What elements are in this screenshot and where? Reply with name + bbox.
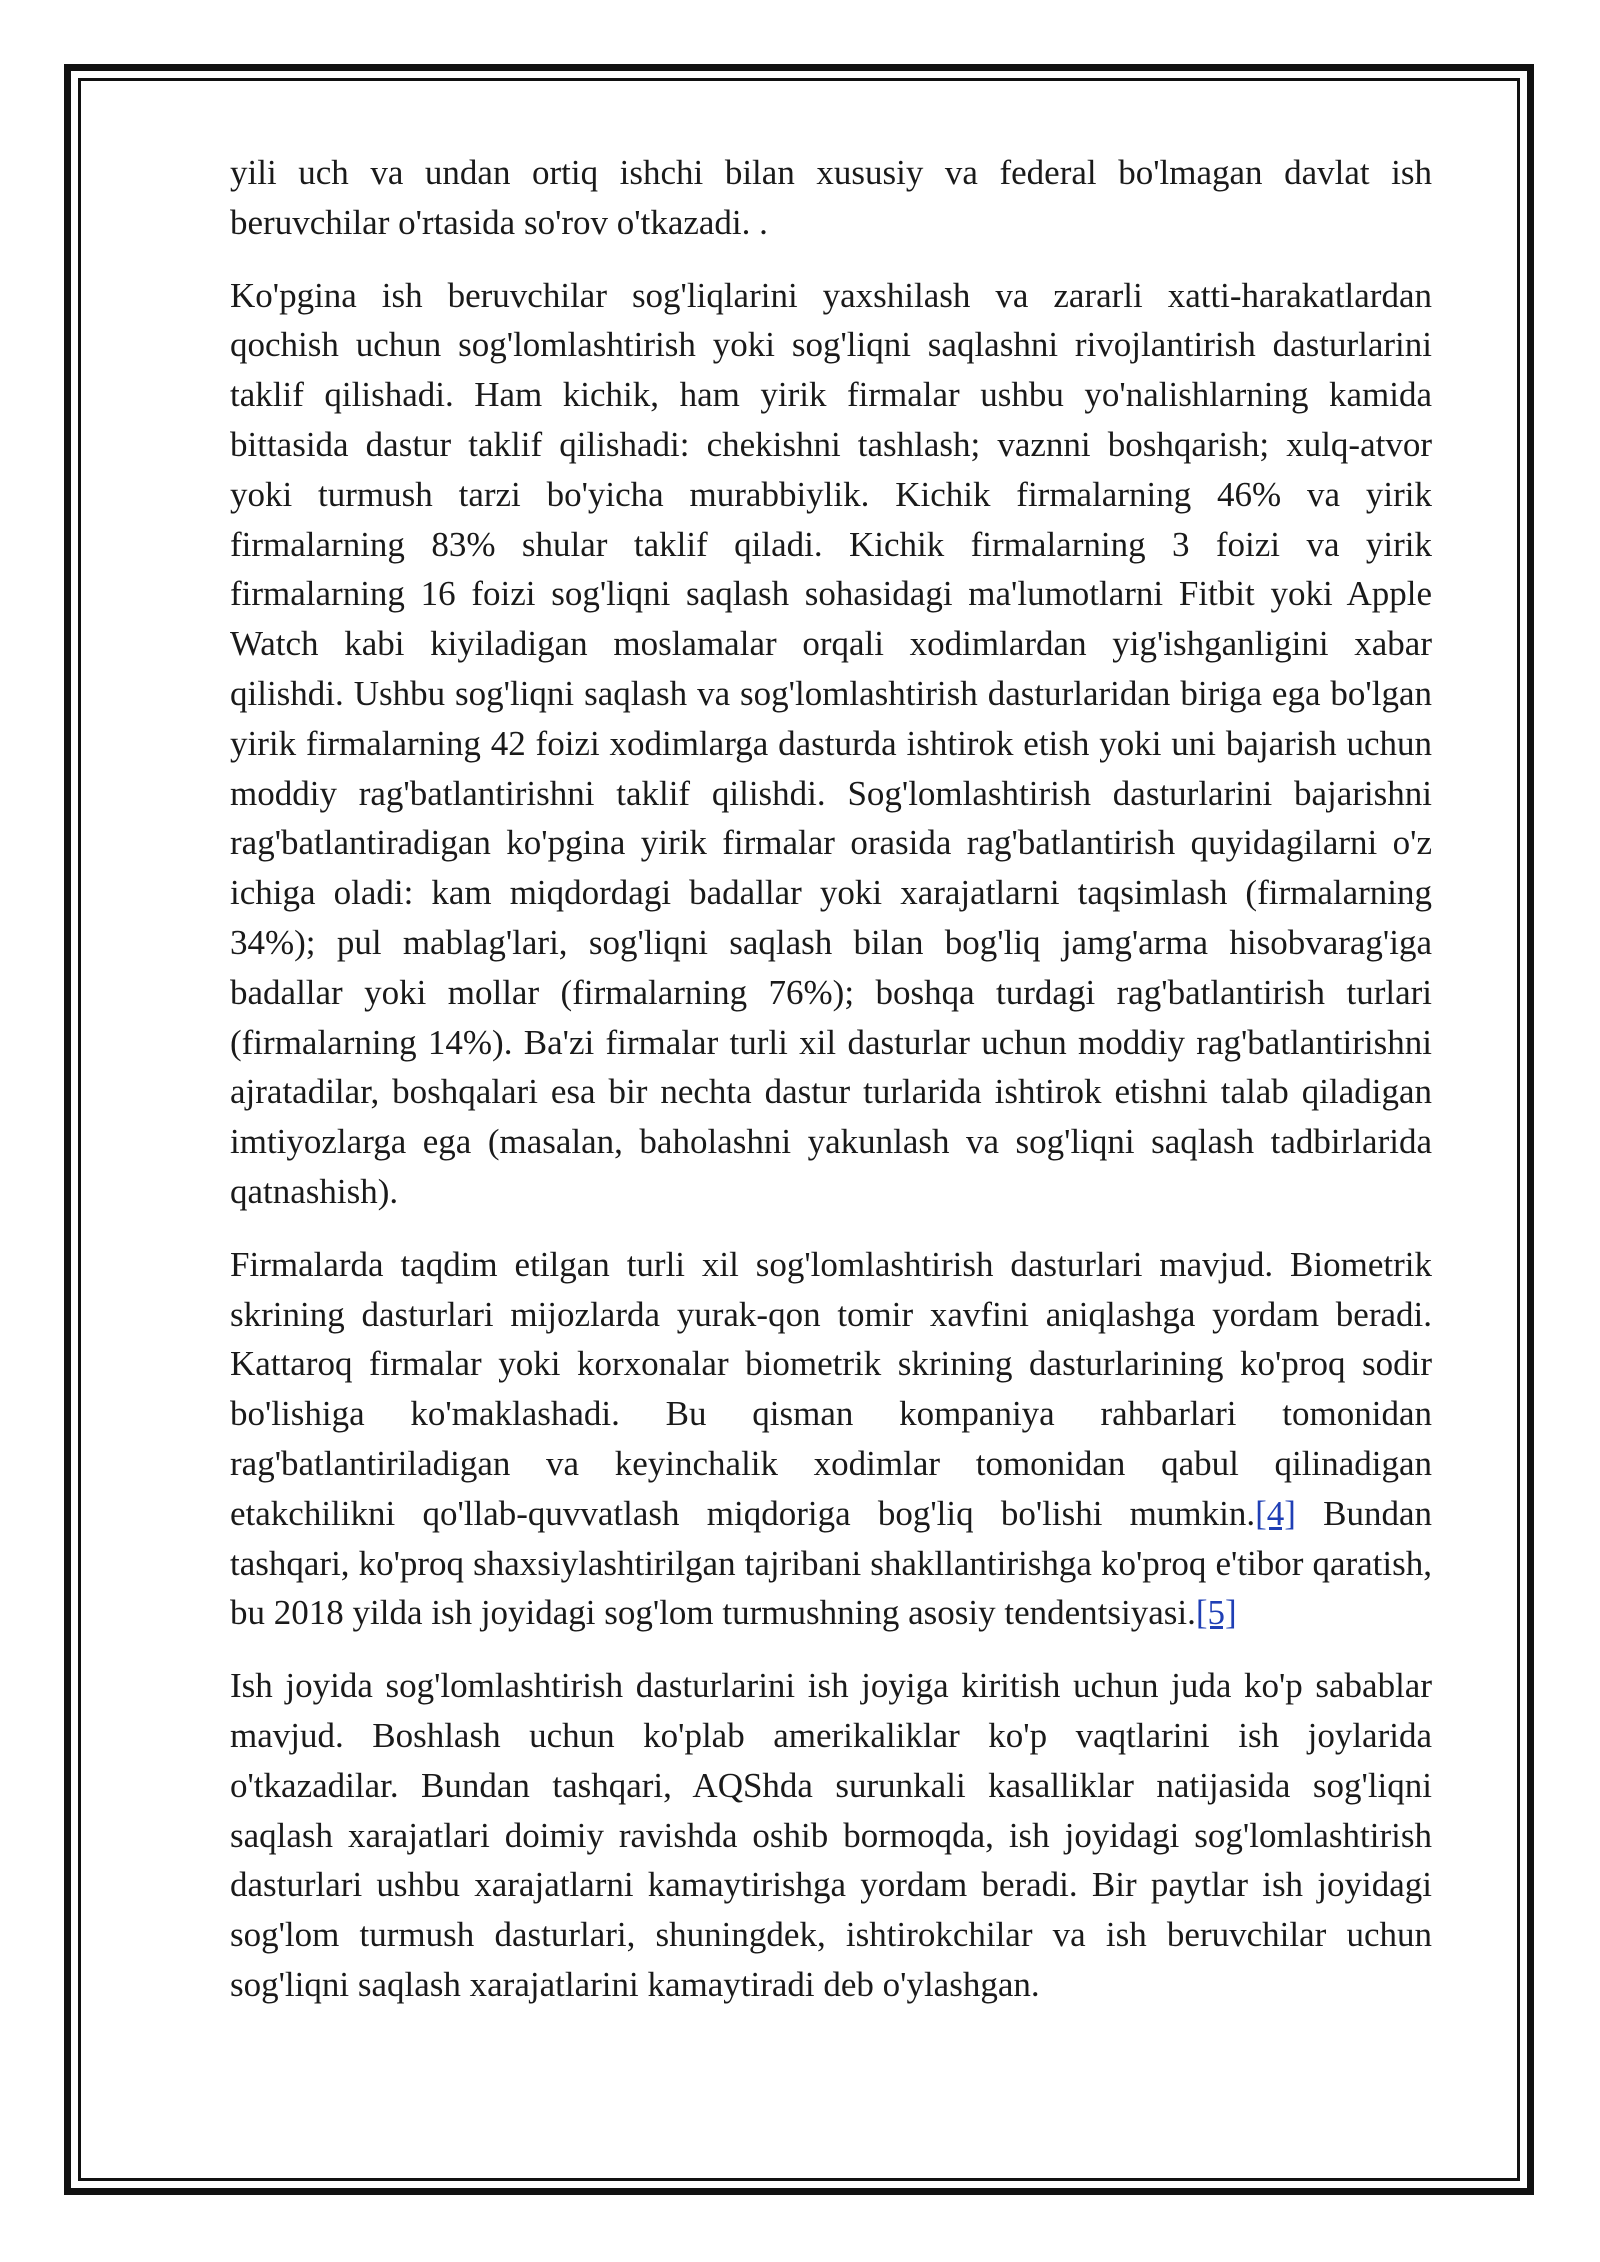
footnote-link-5[interactable]: [5] bbox=[1195, 1593, 1237, 1633]
paragraph-text: Firmalarda taqdim etilgan turli xil sog'lomlashtirish dasturlari mavjud. Biometrik skrining dasturlari mijozlarda yurak-qon tomir xavfini aniqlashga yordam beradi. Kattaroq firmalar yoki korxonalar biometrik skrining dasturlarining ko'proq sodir bo'lishiga ko'maklashadi. Bu qisman kompaniya rahbarlari tomonidan rag'batlantiriladigan va keyinchalik xodimlar tomonidan qabul qilinadigan etakchilikni qo'llab-quvvatlash miqdoriga bog'liq bo'lishi mumkin. bbox=[230, 1244, 1432, 1533]
paragraph-text: Ko'pgina ish beruvchilar sog'liqlarini yaxshilash va zararli xatti-harakatlardan qochish uchun sog'lomlashtirish yoki sog'liqni saqlashni rivojlantirish dasturlarini taklif qilishadi. Ham kichik, ham yirik firmalar ushbu yo'nalishlarning kamida bittasida dastur taklif qilishadi: chekishni tashlash; vaznni boshqarish; xulq-atvor yoki turmush tarzi bo'yicha murabbiylik. Kichik firmalarning 46% va yirik firmalarning 83% shular taklif qiladi. Kichik firmalarning 3 foizi va yirik firmalarning 16 foizi sog'liqni saqlash sohasidagi ma'lumotlarni Fitbit yoki Apple Watch kabi kiyiladigan moslamalar orqali xodimlardan yig'ishganligini xabar qilishdi. Ushbu sog'liqni saqlash va sog'lomlashtirish dasturlaridan biriga ega bo'lgan yirik firmalarning 42 foizi xodimlarga dasturda ishtirok etish yoki uni bajarish uchun moddiy rag'batlantirishni taklif qilishdi. Sog'lomlashtirish dasturlarini bajarishni rag'batlantiradigan ko'pgina yirik firmalar orasida rag'batlantirish quyidagilarni o'z ichiga oladi: kam miqdordagi badallar yoki xarajatlarni taqsimlash (firmalarning 34%); pul mablag'lari, sog'liqni saqlash bilan bog'liq jamg'arma hisobvarag'iga badallar yoki mollar (firmalarning 76%); boshqa turdagi rag'batlantirish turlari (firmalarning 14%). Ba'zi firmalar turli xil dasturlar uchun moddiy rag'batlantirishni ajratadilar, boshqalari esa bir nechta dastur turlarida ishtirok etishni talab qiladigan imtiyozlarga ega (masalan, baholashni yakunlash va sog'liqni saqlash tadbirlarida qatnashish). bbox=[230, 275, 1432, 1211]
document-body bbox=[230, 148, 1432, 2033]
paragraph bbox=[230, 1240, 1432, 1638]
paragraph-text: Bundan tashqari, ko'proq shaxsiylashtirilgan tajribani shakllantirishga ko'proq e'tibor qaratish, bu 2018 yilda ish joyidagi sog'lom turmushning asosiy tendentsiyasi. bbox=[230, 1493, 1432, 1633]
paragraph bbox=[230, 271, 1432, 1217]
paragraph bbox=[230, 1661, 1432, 2010]
paragraph-text: Ish joyida sog'lomlashtirish dasturlarini ish joyiga kiritish uchun juda ko'p sabablar mavjud. Boshlash uchun ko'plab amerikaliklar ko'p vaqtlarini ish joylarida o'tkazadilar. Bundan tashqari, AQShda surunkali kasalliklar natijasida sog'liqni saqlash xarajatlari doimiy ravishda oshib bormoqda, ish joyidagi sog'lomlashtirish dasturlari ushbu xarajatlarni kamaytirishga yordam beradi. Bir paytlar ish joyidagi sog'lom turmush dasturlari, shuningdek, ishtirokchilar va ish beruvchilar uchun sog'liqni saqlash xarajatlarini kamaytiradi deb o'ylashgan. bbox=[230, 1666, 1432, 2004]
paragraph bbox=[230, 148, 1432, 248]
footnote-link-4[interactable]: [4] bbox=[1255, 1493, 1296, 1533]
paragraph-text: yili uch va undan ortiq ishchi bilan xususiy va federal bo'lmagan davlat ish beruvchilar o'rtasida so'rov o'tkazadi. . bbox=[230, 153, 1432, 242]
